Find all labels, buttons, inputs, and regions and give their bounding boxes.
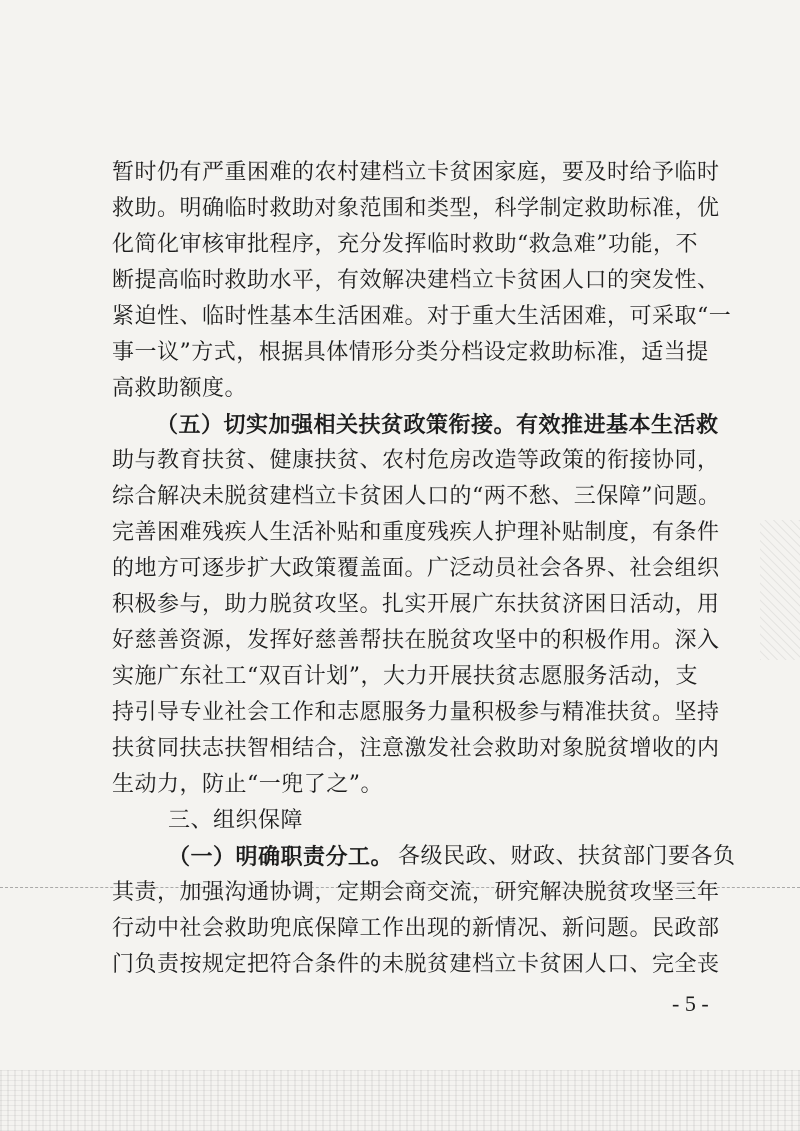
paragraph-line: 综合解决未脱贫建档立卡贫困人口的“两不愁、三保障”问题。 bbox=[112, 484, 721, 509]
paragraph-line: 高救助额度。 bbox=[112, 376, 248, 401]
paragraph-line: 完善困难残疾人生活补贴和重度残疾人护理补贴制度，有条件 bbox=[112, 520, 720, 545]
paragraph-line: 实施广东社工“双百计划”，大力开展扶贫志愿服务活动，支 bbox=[112, 664, 698, 689]
paragraph-line: 持引导专业社会工作和志愿服务力量积极参与精准扶贫。坚持 bbox=[112, 700, 720, 725]
paragraph-line: 好慈善资源，发挥好慈善帮扶在脱贫攻坚中的积极作用。深入 bbox=[112, 628, 720, 653]
paragraph-line: 扶贫同扶志扶智相结合，注意激发社会救助对象脱贫增收的内 bbox=[112, 736, 720, 761]
section-heading-organization: 三、组织保障 bbox=[168, 808, 304, 833]
paragraph-line: 助与教育扶贫、健康扶贫、农村危房改造等政策的衔接协同， bbox=[112, 448, 720, 473]
scan-noise-right bbox=[760, 520, 800, 660]
paragraph-line: 救助。明确临时救助对象范围和类型，科学制定救助标准，优 bbox=[112, 196, 720, 221]
paragraph-line: 行动中社会救助兜底保障工作出现的新情况、新问题。民政部 bbox=[112, 916, 720, 941]
paragraph-line: 断提高临时救助水平，有效解决建档立卡贫困人口的突发性、 bbox=[112, 268, 720, 293]
paragraph-line: 紧迫性、临时性基本生活困难。对于重大生活困难，可采取“一 bbox=[112, 304, 732, 329]
section-heading-five: （五）切实加强相关扶贫政策衔接。有效推进基本生活救 bbox=[156, 412, 719, 438]
paragraph-line: 门负责按规定把符合条件的未脱贫建档立卡贫困人口、完全丧 bbox=[112, 952, 720, 977]
paragraph-line: 生动力，防止“一兜了之”。 bbox=[112, 772, 383, 797]
scan-rule bbox=[0, 887, 800, 888]
page-number: - 5 - bbox=[672, 991, 709, 1016]
paragraph-line: 暂时仍有严重困难的农村建档立卡贫困家庭，要及时给予临时 bbox=[112, 160, 720, 185]
paragraph-line: 各级民政、财政、扶贫部门要各负 bbox=[398, 844, 736, 869]
paragraph-line: 的地方可逐步扩大政策覆盖面。广泛动员社会各界、社会组织 bbox=[112, 556, 720, 581]
scan-noise-bottom bbox=[0, 1070, 800, 1131]
paragraph-line: 积极参与，助力脱贫攻坚。扎实开展广东扶贫济困日活动，用 bbox=[112, 592, 720, 617]
paragraph-line: 其责，加强沟通协调，定期会商交流，研究解决脱贫攻坚三年 bbox=[112, 880, 720, 905]
subheading-duties: （一）明确职责分工。 bbox=[168, 844, 394, 870]
paragraph-line: 化简化审核审批程序，充分发挥临时救助“救急难”功能，不 bbox=[112, 232, 698, 257]
paragraph-line: 事一议”方式，根据具体情形分类分档设定救助标准，适当提 bbox=[112, 340, 709, 365]
